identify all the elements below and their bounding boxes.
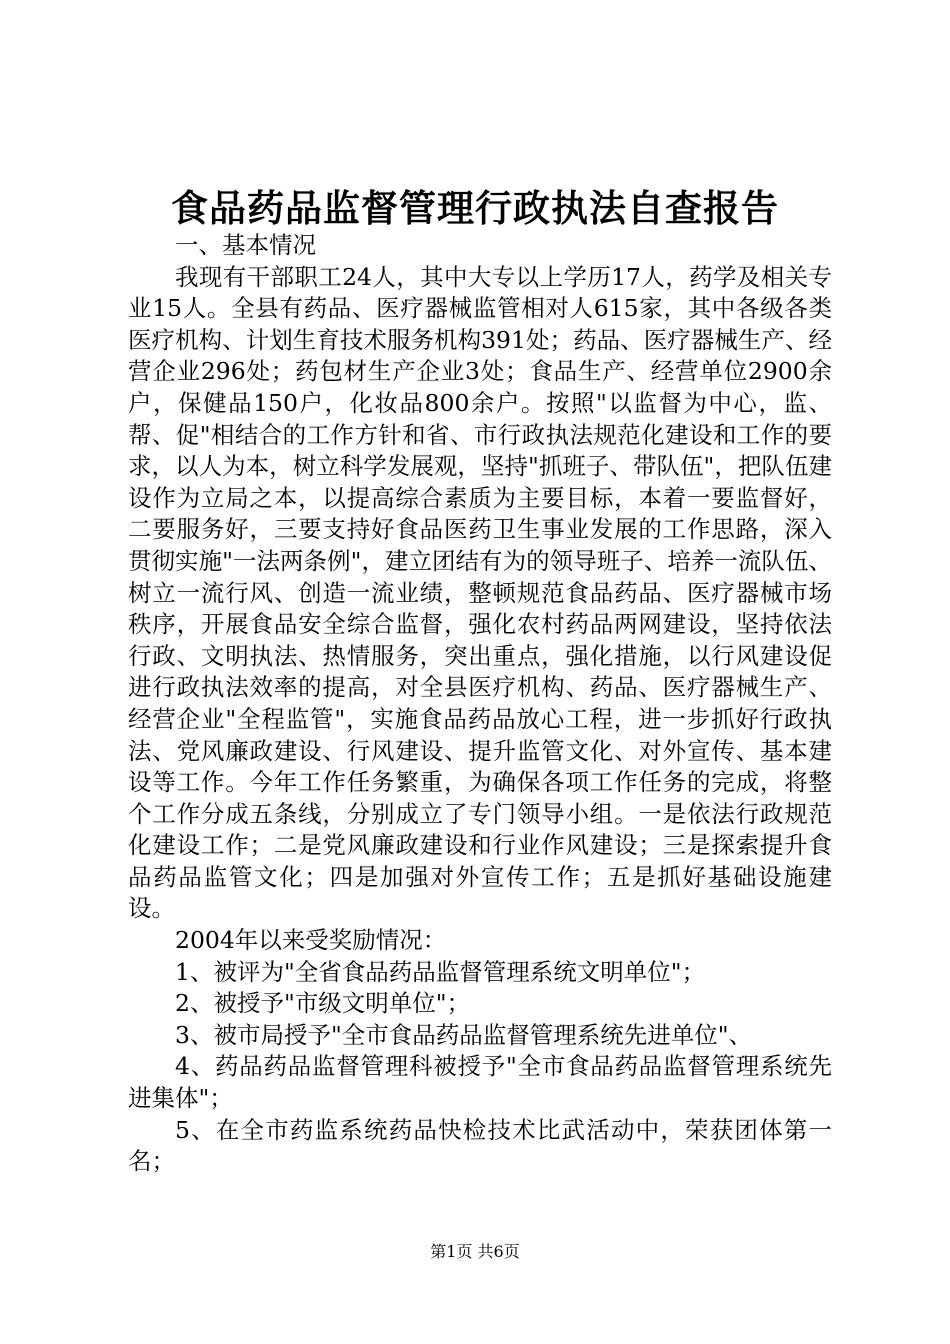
document-title: 食品药品监督管理行政执法自查报告	[171, 186, 779, 230]
intro-paragraph: 我现有干部职工24人，其中大专以上学历17人，药学及相关专业15人。全县有药品、医疗器械监管相对人615家，其中各级各类医疗机构、计划生育技术服务机构391处；药品、医疗器械生产、经营企业296处；药包材生产企业3处；食品生产、经营单位2900余户，保健品150户，化妆品800余户。按照"以监督为中心，监、帮、促"相结合的工作方针和省、市行政执法规范化建设和工作的要求，以人为本，树立科学发展观，坚持"抓班子、带队伍"，把队伍建设作为立局之本，以提高综合素质为主要目标，本着一要监督好，二要服务好，三要支持好食品医药卫生事业发展的工作思路，深入贯彻实施"一法两条例"，建立团结有为的领导班子、培养一流队伍、树立一流行风、创造一流业绩，整顿规范食品药品、医疗器械市场秩序，开展食品安全综合监督，强化农村药品两网建设，坚持依法行政、文明执法、热情服务，突出重点，强化措施，以行风建设促进行政执法效率的提高，对全县医疗机构、药品、医疗器械生产、经营企业"全程监管"，实施食品药品放心工程，进一步抓好行政执法、党风廉政建设、行风建设、提升监管文化、对外宣传、基本建设等工作。今年工作任务繁重，为确保各项工作任务的完成，将整个工作分成五条线，分别成立了专门领导小组。一是依法行政规范化建设工作；二是党风廉政建设和行业作风建设；三是探索提升食品药品监管文化；四是加强对外宣传工作；五是抓好基础设施建设。	[128, 262, 832, 923]
awards-heading: 2004年以来受奖励情况：	[175, 926, 447, 955]
page-footer	[0, 1241, 950, 1263]
award-item: 4、药品药品监督管理科被授予"全市食品药品监督管理系统先进集体"；	[128, 1052, 832, 1113]
award-item: 5、在全市药监系统药品快检技术比武活动中，荣获团体第一名；	[128, 1115, 832, 1176]
award-item: 2、被授予"市级文明单位"；	[175, 989, 471, 1018]
award-item: 1、被评为"全省食品药品监督管理系统文明单位"；	[175, 957, 706, 986]
document-body	[128, 230, 832, 1178]
section-heading-basic-info: 一、基本情况	[175, 231, 316, 259]
page-number: 第1页 共6页	[430, 1242, 520, 1261]
award-item: 3、被市局授予"全市食品药品监督管理系统先进单位"、	[175, 1020, 753, 1049]
